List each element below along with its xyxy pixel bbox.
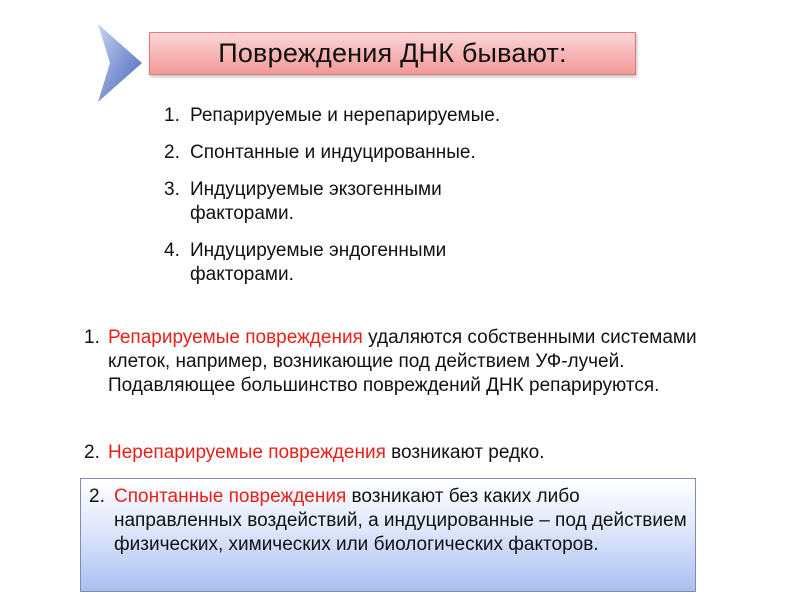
spontaneous-note-box <box>80 478 696 592</box>
damage-types-list <box>164 104 584 300</box>
explanation-body: удаляются собственными системами клеток, например, возникающие под действием УФ-лучей. Подавляющее большинство повреждений ДНК репарируются. <box>108 327 697 396</box>
explanation-repairable <box>84 326 734 398</box>
list-item-number: 1. <box>164 105 180 126</box>
list-item-text: Индуцируемые эндогенными факторами. <box>190 240 447 285</box>
list-item-text: Спонтанные и индуцированные. <box>190 142 476 163</box>
explanation-text <box>108 326 734 398</box>
note-body: возникают без каких либо направленных воздействий, а индуцированные – под действием физических, химических или биологических факторов. <box>114 486 687 555</box>
explanation-number: 2. <box>84 442 100 463</box>
note-number: 2. <box>89 486 105 507</box>
note-text <box>114 485 687 557</box>
title-banner <box>149 32 636 75</box>
list-item <box>164 178 584 226</box>
explanation-number: 1. <box>84 327 100 348</box>
list-item-text: Репарируемые и нерепарируемые. <box>190 105 501 126</box>
list-item-number: 4. <box>164 240 180 261</box>
page-title: Повреждения ДНК бывают: <box>218 38 567 68</box>
explanation-nonrepairable <box>84 441 734 465</box>
chevron-right-icon <box>96 24 142 102</box>
list-item-number: 3. <box>164 179 180 200</box>
highlight-term: Спонтанные повреждения <box>114 486 347 507</box>
explanation-text <box>108 441 734 465</box>
list-item <box>164 141 584 165</box>
highlight-term: Нерепарируемые повреждения <box>108 442 386 463</box>
list-item <box>164 239 584 287</box>
list-item <box>164 104 584 128</box>
explanation-body: возникают редко. <box>385 442 545 463</box>
highlight-term: Репарируемые повреждения <box>108 327 363 348</box>
list-item-text: Индуцируемые экзогенными факторами. <box>190 179 442 224</box>
list-item-number: 2. <box>164 142 180 163</box>
